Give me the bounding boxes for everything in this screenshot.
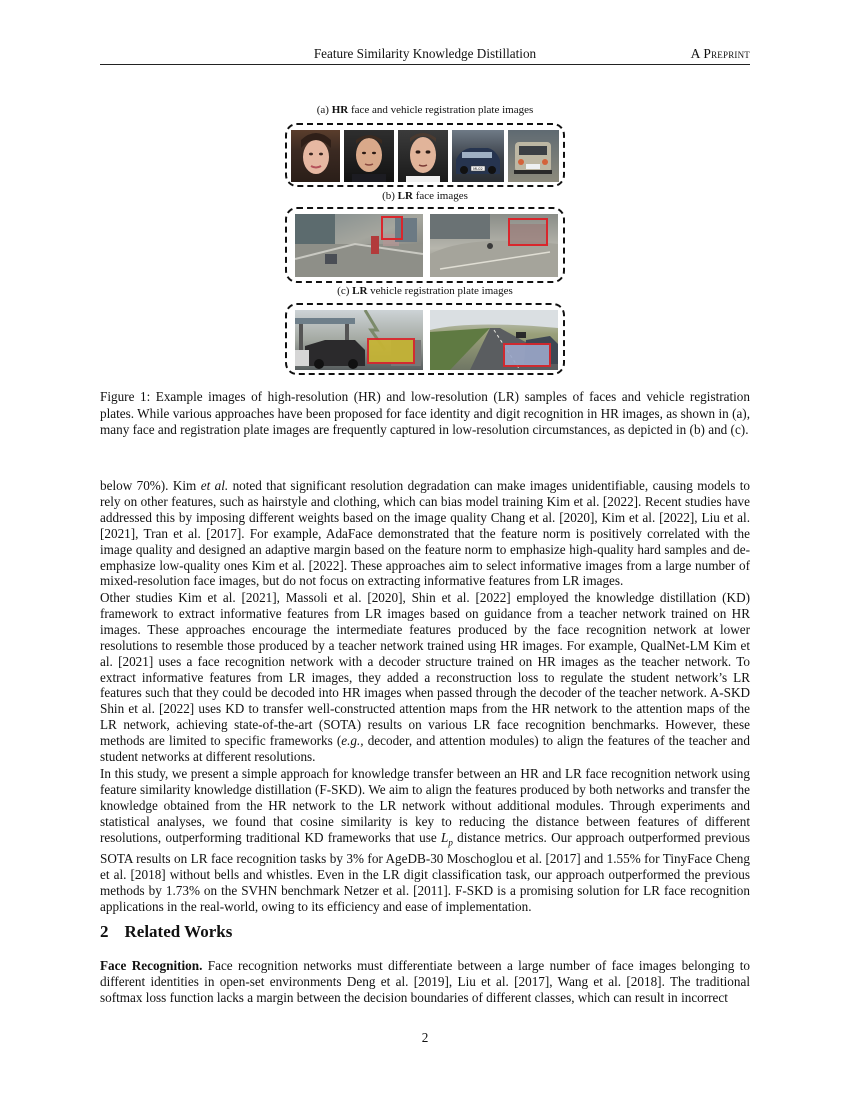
- blurred-plate-yellow: [367, 338, 415, 364]
- lr-face-scene-2: [430, 214, 558, 277]
- panel-b-rest: face images: [412, 190, 468, 202]
- paragraph-1: [100, 478, 750, 589]
- section-heading: [100, 922, 232, 942]
- p1-text-a: below 70%). Kim: [100, 478, 201, 493]
- lr-face-scene-1: [295, 214, 423, 277]
- hr-face-image-1: [291, 130, 340, 182]
- p2-eg: e.g.,: [341, 733, 364, 749]
- section-title: Related Works: [124, 922, 233, 941]
- blurred-plate-blue: [503, 343, 551, 367]
- running-header: [100, 44, 750, 64]
- p4-text: Face recognition networks must differentiate between a large number of face images belonging to different identities in open-set environments Deng et al. [2019], Liu et al. [2017], Wang et al. [2018]. The traditional softmax loss function lacks a margin between the decision boundaries of different classes, which can result in incorrect: [100, 958, 750, 1005]
- highlight-box: [508, 218, 548, 246]
- header-rule: [100, 64, 750, 65]
- lr-plate-scene-1: [295, 310, 423, 370]
- p3-text-a: In this study, we present a simple approach for knowledge transfer between an HR and LR face recognition network using feature similarity knowledge distillation (F-SKD). We aim to align the features produced by both networks and transfer the knowledge obtained from the HR network to the LR network without additional modules. Through experiments and statistical analyses, we found that cosine similarity is key to reducing the distance between features of different resolutions, outperforming traditional KD frameworks that use: [100, 766, 750, 845]
- panel-b-frame: [285, 207, 565, 283]
- panel-c-bold: LR: [352, 285, 368, 297]
- panel-b-bold: LR: [397, 190, 413, 202]
- lp-math-sub: p: [448, 837, 453, 848]
- lr-plate-scene-2: [430, 310, 558, 370]
- panel-a-frame: [285, 123, 565, 187]
- p2-text-a: Other studies Kim et al. [2021], Massoli et al. [2020], Shin et al. [2022] employed the knowledge distillation (KD) framework to extract informative features from LR images based on guidance from a teacher network trained on HR images. These approaches encourage the intermediate features produced by the face recognition network at lower resolutions to resemble those produced by a teacher network trained using HR images. For example, QualNet-LM Kim et al. [2021] uses a face recognition network with a decoder structure trained on HR images as the teacher network. To extract informative features from LR images, they added a reconstruction loss to regulate the student network’s LR features such that they could be decoded into HR images when passed through the decoder of the teacher network. A-SKD Shin et al. [2022] uses KD to transfer well-constructed attention maps from the HR network to the attention maps of the LR network, achieving state-of-the-art (SOTA) results on various LR face recognition benchmarks. However, these methods are limited to specific frameworks (: [100, 590, 750, 749]
- p2-text-b: decoder, and attention modules) to align the features of the teacher and student networks at different resolutions.: [100, 733, 750, 765]
- panel-a-bold: HR: [331, 104, 349, 116]
- paragraph-2: [100, 590, 750, 765]
- paragraph-4: [100, 958, 750, 1006]
- p1-text-b: noted that significant resolution degradation can make images unidentifiable, causing models to rely on other features, such as hairstyle and clothing, which can bias model training Kim et al. [2022]. Recent studies have addressed this by imposing different weights based on the image quality Chang et al. [2020], Kim et al. [2022], Liu et al. [2021], Tran et al. [2017]. For example, AdaFace demonstrated that the feature norm is positively correlated with the image quality and designed an adaptive margin based on the feature norm to emphasize high-quality hard samples and de-emphasize low-quality ones Kim et al. [2022]. These approaches aim to select informative images from a large number of mixed-resolution face images, but do not focus on extracting informative features from LR images.: [100, 478, 750, 589]
- plate-label: ML02: [473, 167, 483, 172]
- panel-a-prefix: (a): [316, 104, 332, 116]
- p1-et-al: et al.: [200, 478, 229, 493]
- highlight-box: [381, 216, 403, 240]
- figure-caption: Figure 1: Example images of high-resolution (HR) and low-resolution (LR) samples of faces and vehicle registration plates. While various approaches have been proposed for face identity and digit recognition in HR images, as shown in (a), many face and registration plate images are frequently captured in low-resolution circumstances, as depicted in (b) and (c).: [100, 389, 750, 438]
- paragraph-3: [100, 766, 750, 915]
- panel-c-rest: vehicle registration plate images: [367, 285, 513, 297]
- p3-text-b: distance metrics. Our approach outperformed previous SOTA results on LR face recognition tasks by 3% for AgeDB-30 Moschoglou et al. [2017] and 1.55% for TinyFace Cheng et al. [2018] without bells and whistles. Even in the LR digit classification task, our approach outperformed the previous methods by 1.73% on the SVHN benchmark Netzer et al. [2011]. F-SKD is a promising solution for LR face recognition applications in the real-world, owing to its efficiency and ease of implementation.: [100, 829, 751, 914]
- hr-face-image-3: [398, 130, 448, 182]
- page-number: 2: [421, 1030, 429, 1045]
- lp-math-base: L: [441, 829, 449, 845]
- panel-c-caption: [285, 285, 565, 297]
- panel-b-prefix: (b): [382, 190, 398, 202]
- hr-face-image-2: [344, 130, 394, 182]
- panel-c-frame: [285, 303, 565, 375]
- section-number: 2: [100, 922, 109, 941]
- panel-a-caption: [285, 104, 565, 116]
- hr-car-image-2: [508, 130, 559, 182]
- p4-runin-heading: Face Recognition.: [100, 958, 203, 973]
- running-title: Feature Similarity Knowledge Distillation: [313, 46, 537, 61]
- panel-b-caption: [285, 190, 565, 202]
- preprint-tag: A Preprint: [690, 46, 750, 61]
- hr-car-image-1: [452, 130, 504, 182]
- panel-a-rest: face and vehicle registration plate images: [348, 104, 534, 116]
- panel-c-prefix: (c): [337, 285, 353, 297]
